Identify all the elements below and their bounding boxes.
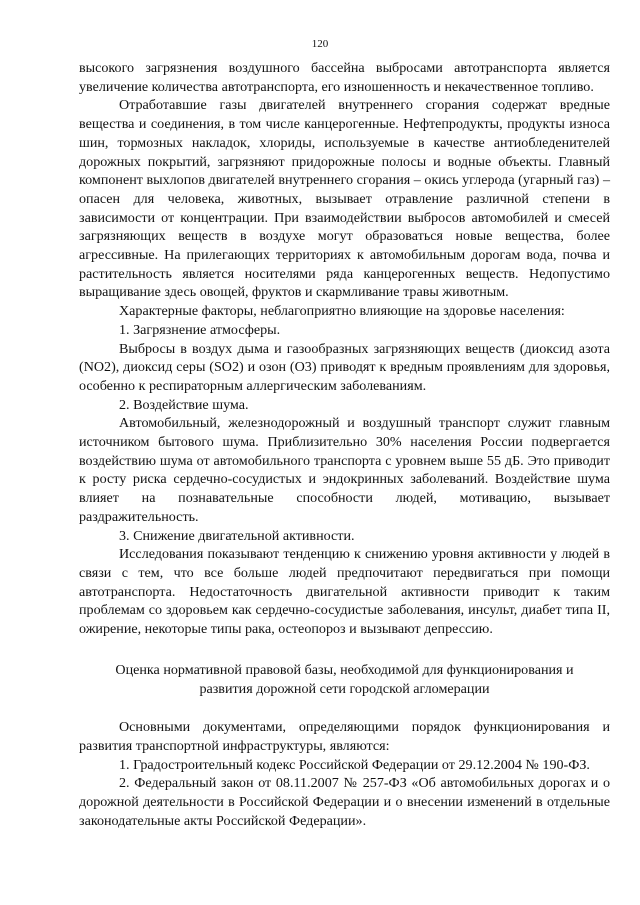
body-text: [79, 59, 610, 830]
list-item-heading: 3. Снижение двигательной активности.: [119, 527, 355, 544]
paragraph: 2. Федеральный закон от 08.11.2007 № 257-ФЗ «Об автомобильных дорогах и о дорожной деятельности в Российской Федерации и о внесении изменений в отдельные законодательные акты Российской Федерации».: [79, 775, 610, 829]
section-body: [79, 718, 610, 830]
list-item-heading: 2. Воздействие шума.: [119, 396, 249, 413]
paragraph: Автомобильный, железнодорожный и воздушный транспорт служит главным источником бытового шума. Приблизительно 30% населения России подвергается воздействию шума от автомобильного транспорта с уровнем выше 55 дБ. Это приводит к росту риска сердечно-сосудистых и эндокринных заболеваний. Воздействие шума влияет на познавательные способности людей, мотивацию, вызывает раздражительность.: [79, 415, 610, 525]
page-number: 120: [311, 38, 329, 50]
paragraph: высокого загрязнения воздушного бассейна выбросами автотранспорта является увеличение количества автотранспорта, его изношенность и некачественное топливо.: [79, 60, 610, 95]
paragraph: Выбросы в воздух дыма и газообразных загрязняющих веществ (диоксид азота (NO2), диоксид серы (SO2) и озон (O3) приводят к вредным проявлениям для здоровья, особенно к респираторным аллергическим заболеваниям.: [79, 340, 610, 394]
list-item-heading: 1. Загрязнение атмосферы.: [119, 321, 281, 338]
paragraph: Исследования показывают тенденцию к снижению уровня активности у людей в связи с тем, что все больше людей предпочитают передвигаться при помощи автотранспорта. Недостаточность двигательной активности приводит к таким проблемам со здоровьем как сердечно-сосудистые заболевания, инсульт, диабет типа II, ожирение, некоторые типы рака, остеопороз и вызывают депрессию.: [79, 546, 610, 638]
paragraph: Основными документами, определяющими порядок функционирования и развития транспортной инфраструктуры, являются:: [79, 719, 610, 754]
paragraph: Характерные факторы, неблагоприятно влияющие на здоровье населения:: [119, 303, 565, 320]
section-heading: Оценка нормативной правовой базы, необходимой для функционирования и развития дорожной сети городской агломерации: [115, 661, 574, 697]
paragraph: 1. Градостроительный кодекс Российской Федерации от 29.12.2004 № 190-ФЗ.: [119, 756, 590, 773]
paragraph: Отработавшие газы двигателей внутреннего сгорания содержат вредные вещества и соединения, в том числе канцерогенные. Нефтепродукты, продукты износа шин, тормозных накладок, хлориды, используемые в качестве антиобледенителей дорожных покрытий, загрязняют придорожные полосы и водные объекты. Главный компонент выхлопов двигателей внутреннего сгорания – окись углерода (угарный газ) – опасен для человека, животных, вызывает отравление различной степени в зависимости от концентрации. При взаимодействии выбросов автомобилей и смесей загрязняющих веществ в воздухе могут образоваться новые вещества, более агрессивные. На прилегающих территориях к автомобильным дорогам вода, почва и растительность является носителями ряда канцерогенных веществ. Недопустимо выращивание здесь овощей, фруктов и скармливание травы животным.: [79, 97, 610, 301]
